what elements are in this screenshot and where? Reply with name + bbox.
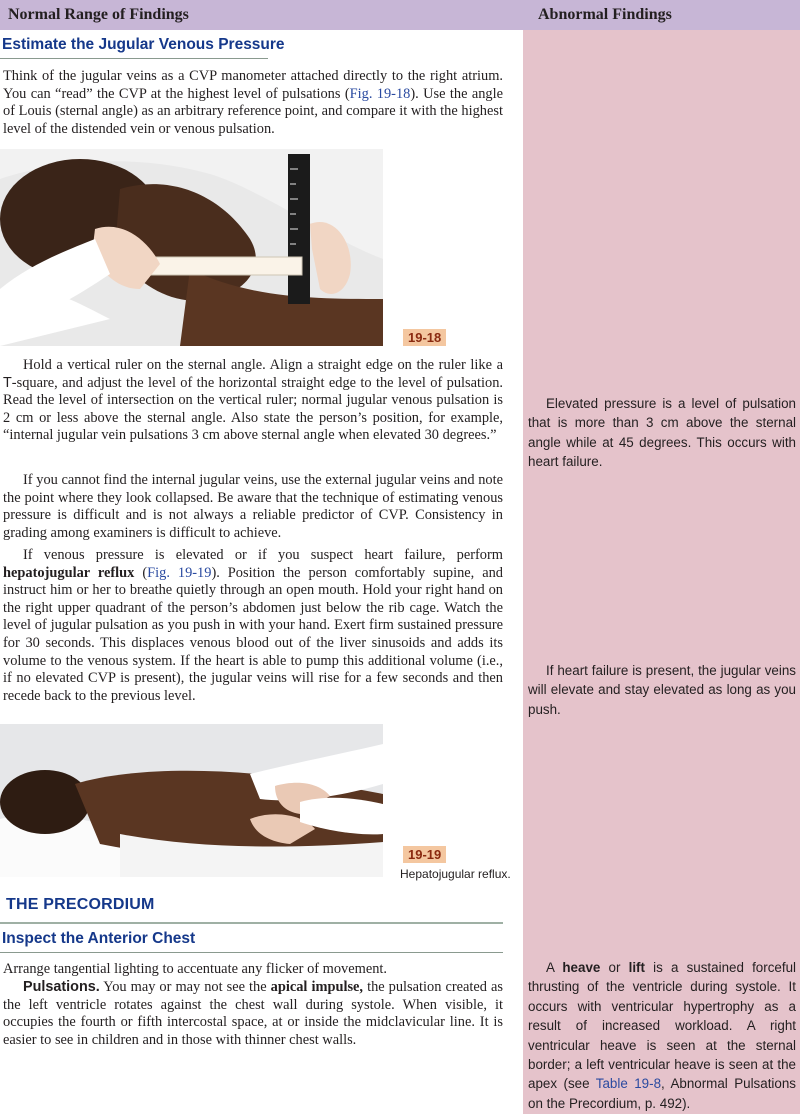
precordium-rule [0,922,503,924]
section-rule [0,58,268,59]
figure-19-18-photo [0,149,383,346]
section-title-precordium: THE PRECORDIUM [6,896,155,913]
paragraph-jvp-intro: Think of the jugular veins as a CVP manometer attached directly to the right atrium. You can “read” the CVP at the highest level of pulsations (Fig. 19-18). Use the angle of Louis (sternal angle) as an arbitrary reference point, and compare it with the highest level of the distended vein or venous pulsation. [3,68,504,137]
section-rule [0,952,503,953]
paragraph-ruler-technique: Hold a vertical ruler on the sternal angle. Align a straight edge on the ruler like a T-square, and adjust the level of the horizontal straight edge to the level of pulsation. Read the level of intersection on the vertical ruler; normal jugular venous pulsation is 2 cm or less above the sternal angle. Also state the person’s position, for example, “internal jugular vein pulsations 3 cm above sternal angle when elevated 30 degrees.” [3,357,503,444]
hepatojugular-reflux-illustration [0,724,383,877]
header-normal-findings: Normal Range of Findings [8,6,189,23]
paragraph-tangential-lighting: Arrange tangential lighting to accentuate any flicker of movement. [3,961,388,977]
paragraph-hepatojugular: If venous pressure is elevated or if you suspect heart failure, perform hepatojugular reflux (Fig. 19-19). Position the person comfortably supine, and instruct him or her to breathe quietly through an open mouth. Hold your right hand on the right upper quadrant of the person’s abdomen just below the rib cage. Watch the level of jugular pulsation as you push in with your hand. Exert firm sustained pressure for 30 seconds. This displaces venous blood out of the liver sinusoids and adds its volume to the venous system. If the heart is able to pump this additional volume (i.e., if no elevated CVP is present), the jugular veins will rise for a few seconds and then recede back to the previous level. [3,547,504,704]
term-pulsations: Pulsations. [23,979,100,995]
link-fig-19-19[interactable]: Fig. 19-19 [147,564,212,581]
term-heave: heave [562,960,601,975]
abnormal-elevated-pressure: Elevated pressure is a level of pulsation that is more than 3 cm above the sternal angle while at 45 degrees. This occurs with heart failure. [528,396,796,470]
abnormal-heave-lift: A heave or lift is a sustained forceful thrusting of the ventricle during systole. It occurs with ventricular hypertrophy as a result of increased workload. A right ventricular heave is seen at the sternal border; a left ventricular heave is seen at the apex (see Table 19-8, Abnormal Pulsations on the Precordium, p. 492). [528,960,796,1111]
figure-caption-19-19: Hepatojugular reflux. [400,867,511,881]
term-lift: lift [628,960,645,975]
term-apical-impulse: apical impulse, [270,979,364,995]
link-fig-19-18[interactable]: Fig. 19-18 [349,85,411,102]
figure-label-19-19: 19-19 [403,846,446,863]
paragraph-external-jugular: If you cannot find the internal jugular veins, use the external jugular veins and note the point where they look collapsed. Be aware that the technique of estimating venous pressure is difficult and is not always a reliable predictor of CVP. Consistency in grading among examiners is difficult to achieve. [3,472,503,541]
figure-19-19-photo [0,724,383,877]
page-header [0,0,800,30]
abnormal-findings-column [523,30,800,1114]
paragraph-pulsations: Pulsations. You may or may not see the apical impulse, the pulsation created as the left ventricle rotates against the chest wall during systole. When visible, it occupies the fourth or fifth intercostal space, at or inside the midclavicular line. It is easier to see in children and in those with thinner chest walls. [3,979,504,1048]
section-title-inspect-chest: Inspect the Anterior Chest [2,930,196,947]
jvp-measurement-illustration [0,149,383,346]
abnormal-heart-failure-jugular: If heart failure is present, the jugular veins will elevate and stay elevated as long as you push. [528,663,796,717]
term-hepatojugular-reflux: hepatojugular reflux [3,564,135,581]
link-table-19-8[interactable]: Table 19-8 [595,1076,662,1092]
section-title-jvp: Estimate the Jugular Venous Pressure [2,36,285,53]
figure-label-19-18: 19-18 [403,329,446,346]
header-abnormal-findings: Abnormal Findings [538,6,672,23]
